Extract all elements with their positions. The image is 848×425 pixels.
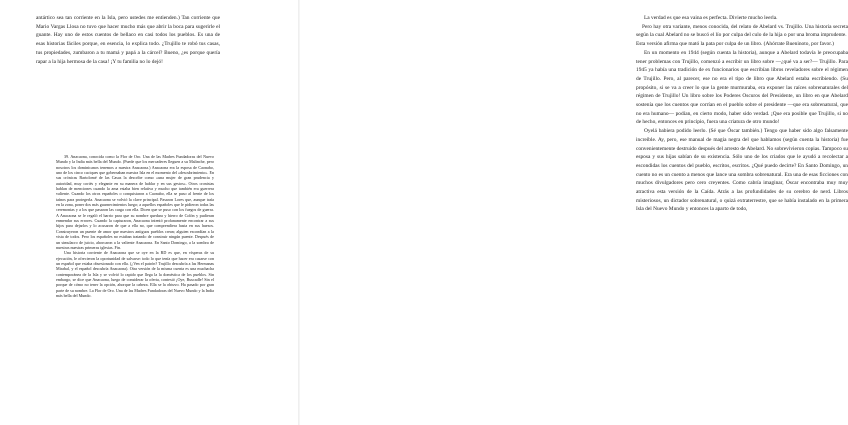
footnote-paragraph-2: Una historia corriente de Anacaona que se oye en la RD es que, en vísperas de su ejecución, le ofrecieron la oportunidad de salvarse: todo lo que tenía que hacer era casarse con un español que estaba obsesionado con ella. (¿Ven el patrón? Trujillo descubría a las Hermanas Mirabal, y el español descubría Anacaona). Otra versión de la misma cuenta es una muchacha contemporánea de la Isla y se volvió lo rapido que llega la la doméstica de los pueblos. Sin embargo, se dice que Anacaona, luego de considerar la oferta, contestó ¡Oye, Buscadle! Sin el porque de cómo no tener la opción, ahorque la cabeza. Ella se la obtuvo. Ha pasado por gran parte de su nombre. La Flor de Oro. Una de las Madres Fundadoras del Nuevo Mundo y la India más bella del Mundo. [56,250,214,298]
right-paragraph-1: La verdad es que esa vaina es perfecta. Divierte mucho leerla. [644,15,778,21]
left-main-text [36,14,220,66]
left-main-paragraph: antártico sea tan corriente en la Isla, pero ustedes me entienden.) Tan corriente que Mario Vargas Llosa no tuvo que hacer mucho más que abrir la boca para sugerirle el guante. Hay uno de estos cuentos de bellaco en casi todos los pueblos. Es una de esas historias fáciles porque, en esencia, lo explica todo. ¿Trujillo te robó tus casas, tus propiedades, zumbaron a tu mamá y papá a la cárcel? Bueno, ¿es porque quería rapar a la hija hermosa de la casa! ¡Y tu familia no lo dejó! [36,15,220,65]
right-main-text [636,14,848,214]
footnote-39 [56,154,214,298]
right-paragraph-4: En un momento en 1944 (según cuenta la historia), aunque a Abelard todavía le preocupaba tener problemas con Trujillo, comenzó a escribir un libro sobre —¿qué va a ser?— Trujillo. Para 1945 ya había una tradición de ex funcionarios que escribían libros reveladores sobre el régimen de Trujillo. Pero, al parecer, ese no era el tipo de libro que Abelard estaba escribiendo. (Su propósito, si se va a creer lo que la gente murmuraba, era exponer las raíces sobrenaturales del régimen de Trujillo! Un libro sobre los Poderes Oscuros del Presidente, un libro en que Abelard sostenía que los cuentos que corrían en el pueblo sobre el presidente —que era sobrenatural, que no era humano— podían, en cierto modo, haber sido verdad. ¡Que era posible que Trujillo, si no de hecho, entonces en principio, fuera una criatura de otro mundo! [636,49,848,126]
right-paragraph-2: Pero hay otra variante, menos conocida, del relato de Abelard vs. Trujillo. Una historia secreta según la cual Abelard no se buscó el lío por culpa del culo de la hija o por una broma imprudente. [636,23,848,39]
right-page [300,0,848,425]
right-paragraph-5: Oyelá babiera podido leerlo. (Sé que Óscar también.) Tengo que haber sido algo falsamente increíble. Ay, pero, ese manual de magia negra del que hablamos (según cuenta la historia) fue convenientemente destruido después del arresto de Abelard. No sobrevivieron copias. Tampoco su esposa y sus hijas sabían de su existencia. Sólo uno de los criados que le ayudó a recolectar a escondidas los cuentos del pueblo, escritos, escritos. ¿Qué puedo decirte? En Santo Domingo, un cuento no es un cuento a menos que lance una sombra sobrenatural. Era una de esas ficciones con muchos divulgadores pero cero creyentes. Como cabría imaginar, Óscar encontraba muy muy atractiva esta versión de la Caída. Atrás a las profundidades de su cerebro de nerd. Libros misteriosos, un dictador sobrenatural, o quizá extraterrestre, que se había instalado en la primera Isla del Nuevo Mundo y entonces la aparto de todo, [636,128,848,213]
left-page [0,0,300,425]
footnote-paragraph-1: 39. Anacaona, conocida como la Flor de Oro. Una de las Madres Fundadoras del Nuevo Mundo y la India más bella del Mundo. (Puede que los mercaderes lleguen a su Malinche, pero nosotros los dominicanos tenemos a nuestra Anacaona.) Anacaona era la esposa de Caonabo, uno de los cinco caciques que gobernaban nuestra Isla en el momento del «descubrimiento». En sus crónicas Bartolomé de las Casas la describe como «una mujer de gran prudencia y autoridad, muy cortés y elegante en su manera de hablar y en sus gestos». Otros cronistas hablan de menciones cuando la ama estaba bien relativa y mucho que también era guerrera valiente. Cuando los otros españoles o conquistaron a Caonabo, ella se puso al frente de los taínos para protegerla. Anacaona se volvió la clave principal. Pasaron Lores que, aunque traía en la zona, poner dos más guarnecimientos luego; a aquellos españoles que le pidieron todas las ceremonias y a los que pasaron las carga con ella. Dicen que se puso con los fuegos de guerra. A Anacaona se le regaló el barrio para que su nombre quedara y hierro de Colón y pudieran enmendar sus errores. Cuando la capturaron, Anacaona intentó profanamente encontrar a sus hijos para dejarlos y lo acusaron de que a ella no, que comprendiera hasta en sus huesos. Construyeron un puente de amor que nuestros antiguos pueblos crean; alguien escondían a la vista de todos. Pero los españoles no estaban tratando de construir ningún puente. Después de un simulacro de juicio, ahorcaron a la valiente Anacaona. En Santo Domingo, a la sombra de nuestras nuestras primeras iglesias. Fin. [56,154,214,250]
right-paragraph-3: Esta versión afirma que mató la pata por culpa de un libro. (Ahórrate Bueninoto, por favor.) [636,41,834,48]
